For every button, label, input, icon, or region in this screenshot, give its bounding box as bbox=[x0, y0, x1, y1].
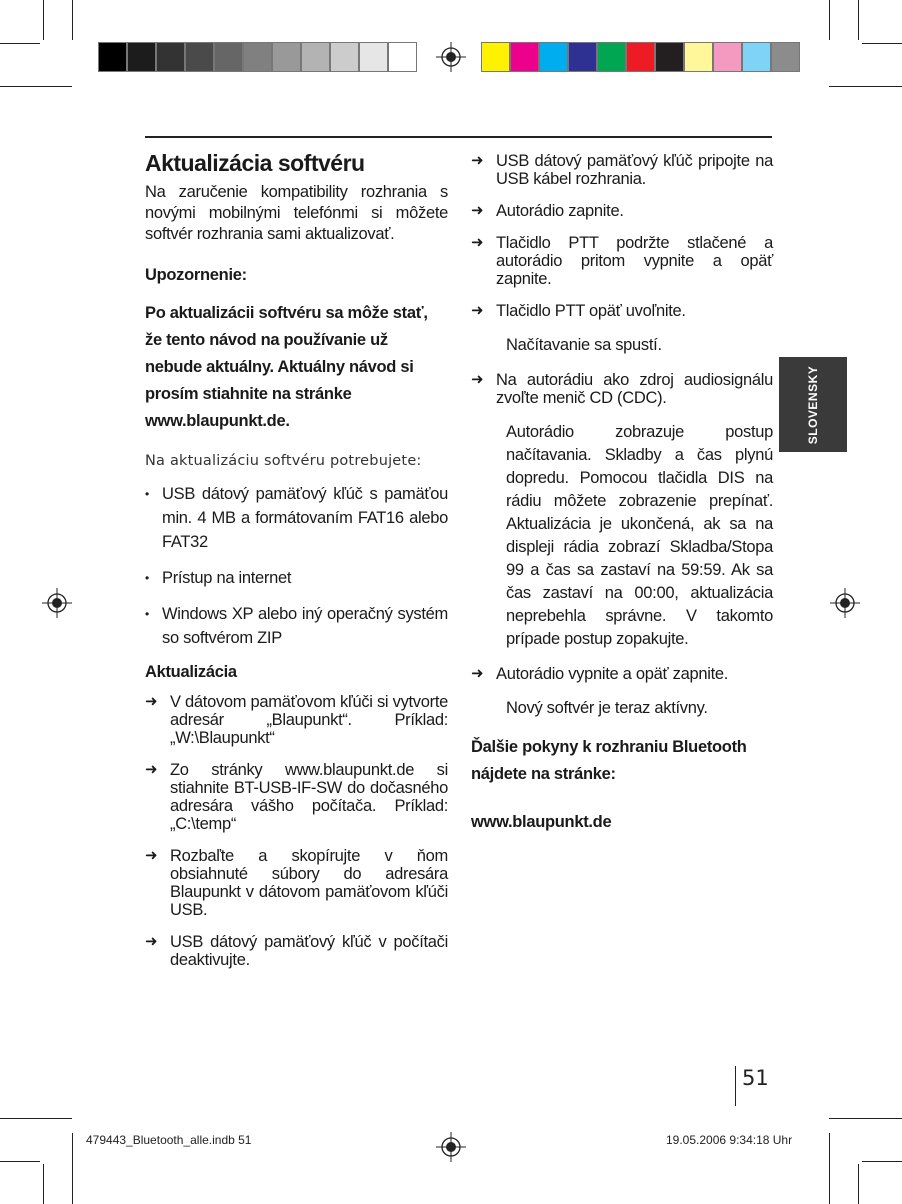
grayscale-bar bbox=[98, 42, 417, 72]
registration-mark-icon bbox=[830, 588, 860, 618]
update-steps-continued bbox=[471, 371, 773, 407]
arrow-icon: ➜ bbox=[471, 665, 484, 682]
requirements-list bbox=[145, 482, 448, 650]
crop-mark bbox=[829, 0, 830, 40]
crop-mark bbox=[829, 1133, 830, 1204]
color-swatch bbox=[539, 42, 568, 72]
crop-mark bbox=[0, 1118, 72, 1119]
color-swatch bbox=[510, 42, 539, 72]
color-swatch bbox=[98, 42, 127, 72]
crop-mark bbox=[0, 86, 72, 87]
update-steps bbox=[145, 693, 448, 969]
color-swatch bbox=[330, 42, 359, 72]
color-swatch bbox=[359, 42, 388, 72]
registration-mark-icon bbox=[42, 588, 72, 618]
color-swatch bbox=[684, 42, 713, 72]
right-column bbox=[471, 152, 773, 833]
step-item: ➜ Autorádio zapnite. bbox=[471, 202, 624, 220]
color-swatch bbox=[243, 42, 272, 72]
step-item: ➜ Tlačidlo PTT podržte stlačené a autorádio pritom vypnite a opäť zapnite. bbox=[471, 234, 773, 288]
crop-mark bbox=[72, 1133, 73, 1204]
step-item: ➜ Autorádio vypnite a opäť zapnite. bbox=[471, 665, 729, 683]
step-item: ➜ Tlačidlo PTT opäť uvoľnite. bbox=[471, 302, 686, 320]
step-result: Načítavanie sa spustí. bbox=[506, 336, 662, 354]
arrow-icon: ➜ bbox=[145, 847, 158, 864]
arrow-icon: ➜ bbox=[145, 933, 158, 950]
crop-mark bbox=[858, 0, 859, 40]
color-swatch bbox=[272, 42, 301, 72]
color-swatch bbox=[597, 42, 626, 72]
crop-mark bbox=[829, 86, 902, 87]
crop-mark bbox=[858, 1164, 859, 1204]
step-item: ➜ Rozbaľte a skopírujte v ňom obsiahnuté súbory do adresára Blaupunkt v dátovom pamäťovom kľúči USB. bbox=[145, 847, 448, 919]
update-steps-continued bbox=[471, 665, 773, 683]
page-number-rule bbox=[735, 1066, 736, 1106]
color-swatch bbox=[742, 42, 771, 72]
color-swatch bbox=[713, 42, 742, 72]
crop-mark bbox=[0, 1161, 40, 1162]
crop-mark bbox=[43, 1164, 44, 1204]
intro-paragraph: Na zaručenie kompatibility rozhrania s novými mobilnými telefónmi si môžete softvér rozhrania sami aktualizovať. bbox=[145, 183, 448, 243]
color-swatch bbox=[655, 42, 684, 72]
left-column bbox=[145, 148, 448, 983]
crop-mark bbox=[829, 1118, 902, 1119]
crop-mark bbox=[43, 0, 44, 40]
color-swatch bbox=[185, 42, 214, 72]
crop-mark bbox=[862, 43, 902, 44]
arrow-icon: ➜ bbox=[145, 761, 158, 778]
website-url[interactable]: www.blaupunkt.de bbox=[471, 813, 612, 831]
crop-mark bbox=[862, 1161, 902, 1162]
section-title: Aktualizácia softvéru bbox=[145, 150, 365, 176]
update-heading: Aktualizácia bbox=[145, 663, 237, 681]
list-item: • Prístup na internet bbox=[145, 566, 448, 590]
color-swatch bbox=[568, 42, 597, 72]
arrow-icon: ➜ bbox=[145, 693, 158, 710]
crop-mark bbox=[72, 0, 73, 40]
color-swatch bbox=[214, 42, 243, 72]
footer-timestamp: 19.05.2006 9:34:18 Uhr bbox=[666, 1133, 793, 1147]
arrow-icon: ➜ bbox=[471, 202, 484, 219]
top-rule bbox=[145, 136, 772, 138]
footer-file-info: 479443_Bluetooth_alle.indb 51 bbox=[86, 1133, 252, 1147]
color-swatch bbox=[156, 42, 185, 72]
arrow-icon: ➜ bbox=[471, 234, 484, 251]
more-info-text: Ďalšie pokyny k rozhraniu Bluetooth nájdete na stránke: bbox=[471, 738, 747, 783]
crop-mark bbox=[0, 43, 40, 44]
color-swatch bbox=[301, 42, 330, 72]
registration-mark-icon bbox=[436, 42, 466, 72]
color-swatch bbox=[771, 42, 800, 72]
step-item: ➜ V dátovom pamäťovom kľúči si vytvorte adresár „Blaupunkt“. Príklad: „W:\Blaupunkt“ bbox=[145, 693, 448, 747]
requirements-heading: Na aktualizáciu softvéru potrebujete: bbox=[145, 453, 422, 469]
list-item: • Windows XP alebo iný operačný systém so softvérom ZIP bbox=[145, 602, 448, 650]
step-item: ➜ USB dátový pamäťový kľúč pripojte na USB kábel rozhrania. bbox=[471, 152, 773, 188]
step-item: ➜ USB dátový pamäťový kľúč v počítači deaktivujte. bbox=[145, 933, 448, 969]
update-steps-continued bbox=[471, 152, 773, 320]
step-result: Autorádio zobrazuje postup načítavania. Skladby a čas plynú dopredu. Pomocou tlačidla DIS na rádiu môžete zobrazenie prepínať. Aktualizácia je ukončená, ak sa na displeji rádia zobrazí Skladba/Stopa 99 a čas sa zastaví na 59:59. Ak sa čas zastaví na 00:00, aktualizácia neprebehla správne. V takomto prípade postup zopakujte. bbox=[506, 423, 773, 648]
language-tab: SLOVENSKY bbox=[779, 357, 847, 452]
color-swatch bbox=[388, 42, 417, 72]
color-bar bbox=[481, 42, 800, 72]
color-swatch bbox=[127, 42, 156, 72]
color-swatch bbox=[626, 42, 655, 72]
list-item: • USB dátový pamäťový kľúč s pamäťou min. 4 MB a formátovaním FAT16 alebo FAT32 bbox=[145, 482, 448, 554]
note-text: Po aktualizácii softvéru sa môže stať, že tento návod na používanie už nebude aktuálny. Aktuálny návod si prosím stiahnite na stránke www.blaupunkt.de. bbox=[145, 304, 428, 430]
arrow-icon: ➜ bbox=[471, 302, 484, 319]
registration-mark-icon bbox=[436, 1132, 466, 1162]
note-label: Upozornenie: bbox=[145, 266, 247, 284]
arrow-icon: ➜ bbox=[471, 152, 484, 169]
step-item: ➜ Na autorádiu ako zdroj audiosignálu zvoľte menič CD (CDC). bbox=[471, 371, 773, 407]
step-result: Nový softvér je teraz aktívny. bbox=[506, 699, 708, 717]
color-swatch bbox=[481, 42, 510, 72]
arrow-icon: ➜ bbox=[471, 371, 484, 388]
step-item: ➜ Zo stránky www.blaupunkt.de si stiahnite BT-USB-IF-SW do dočasného adresára vášho počítača. Príklad: „C:\temp“ bbox=[145, 761, 448, 833]
page-number: 51 bbox=[742, 1066, 769, 1090]
